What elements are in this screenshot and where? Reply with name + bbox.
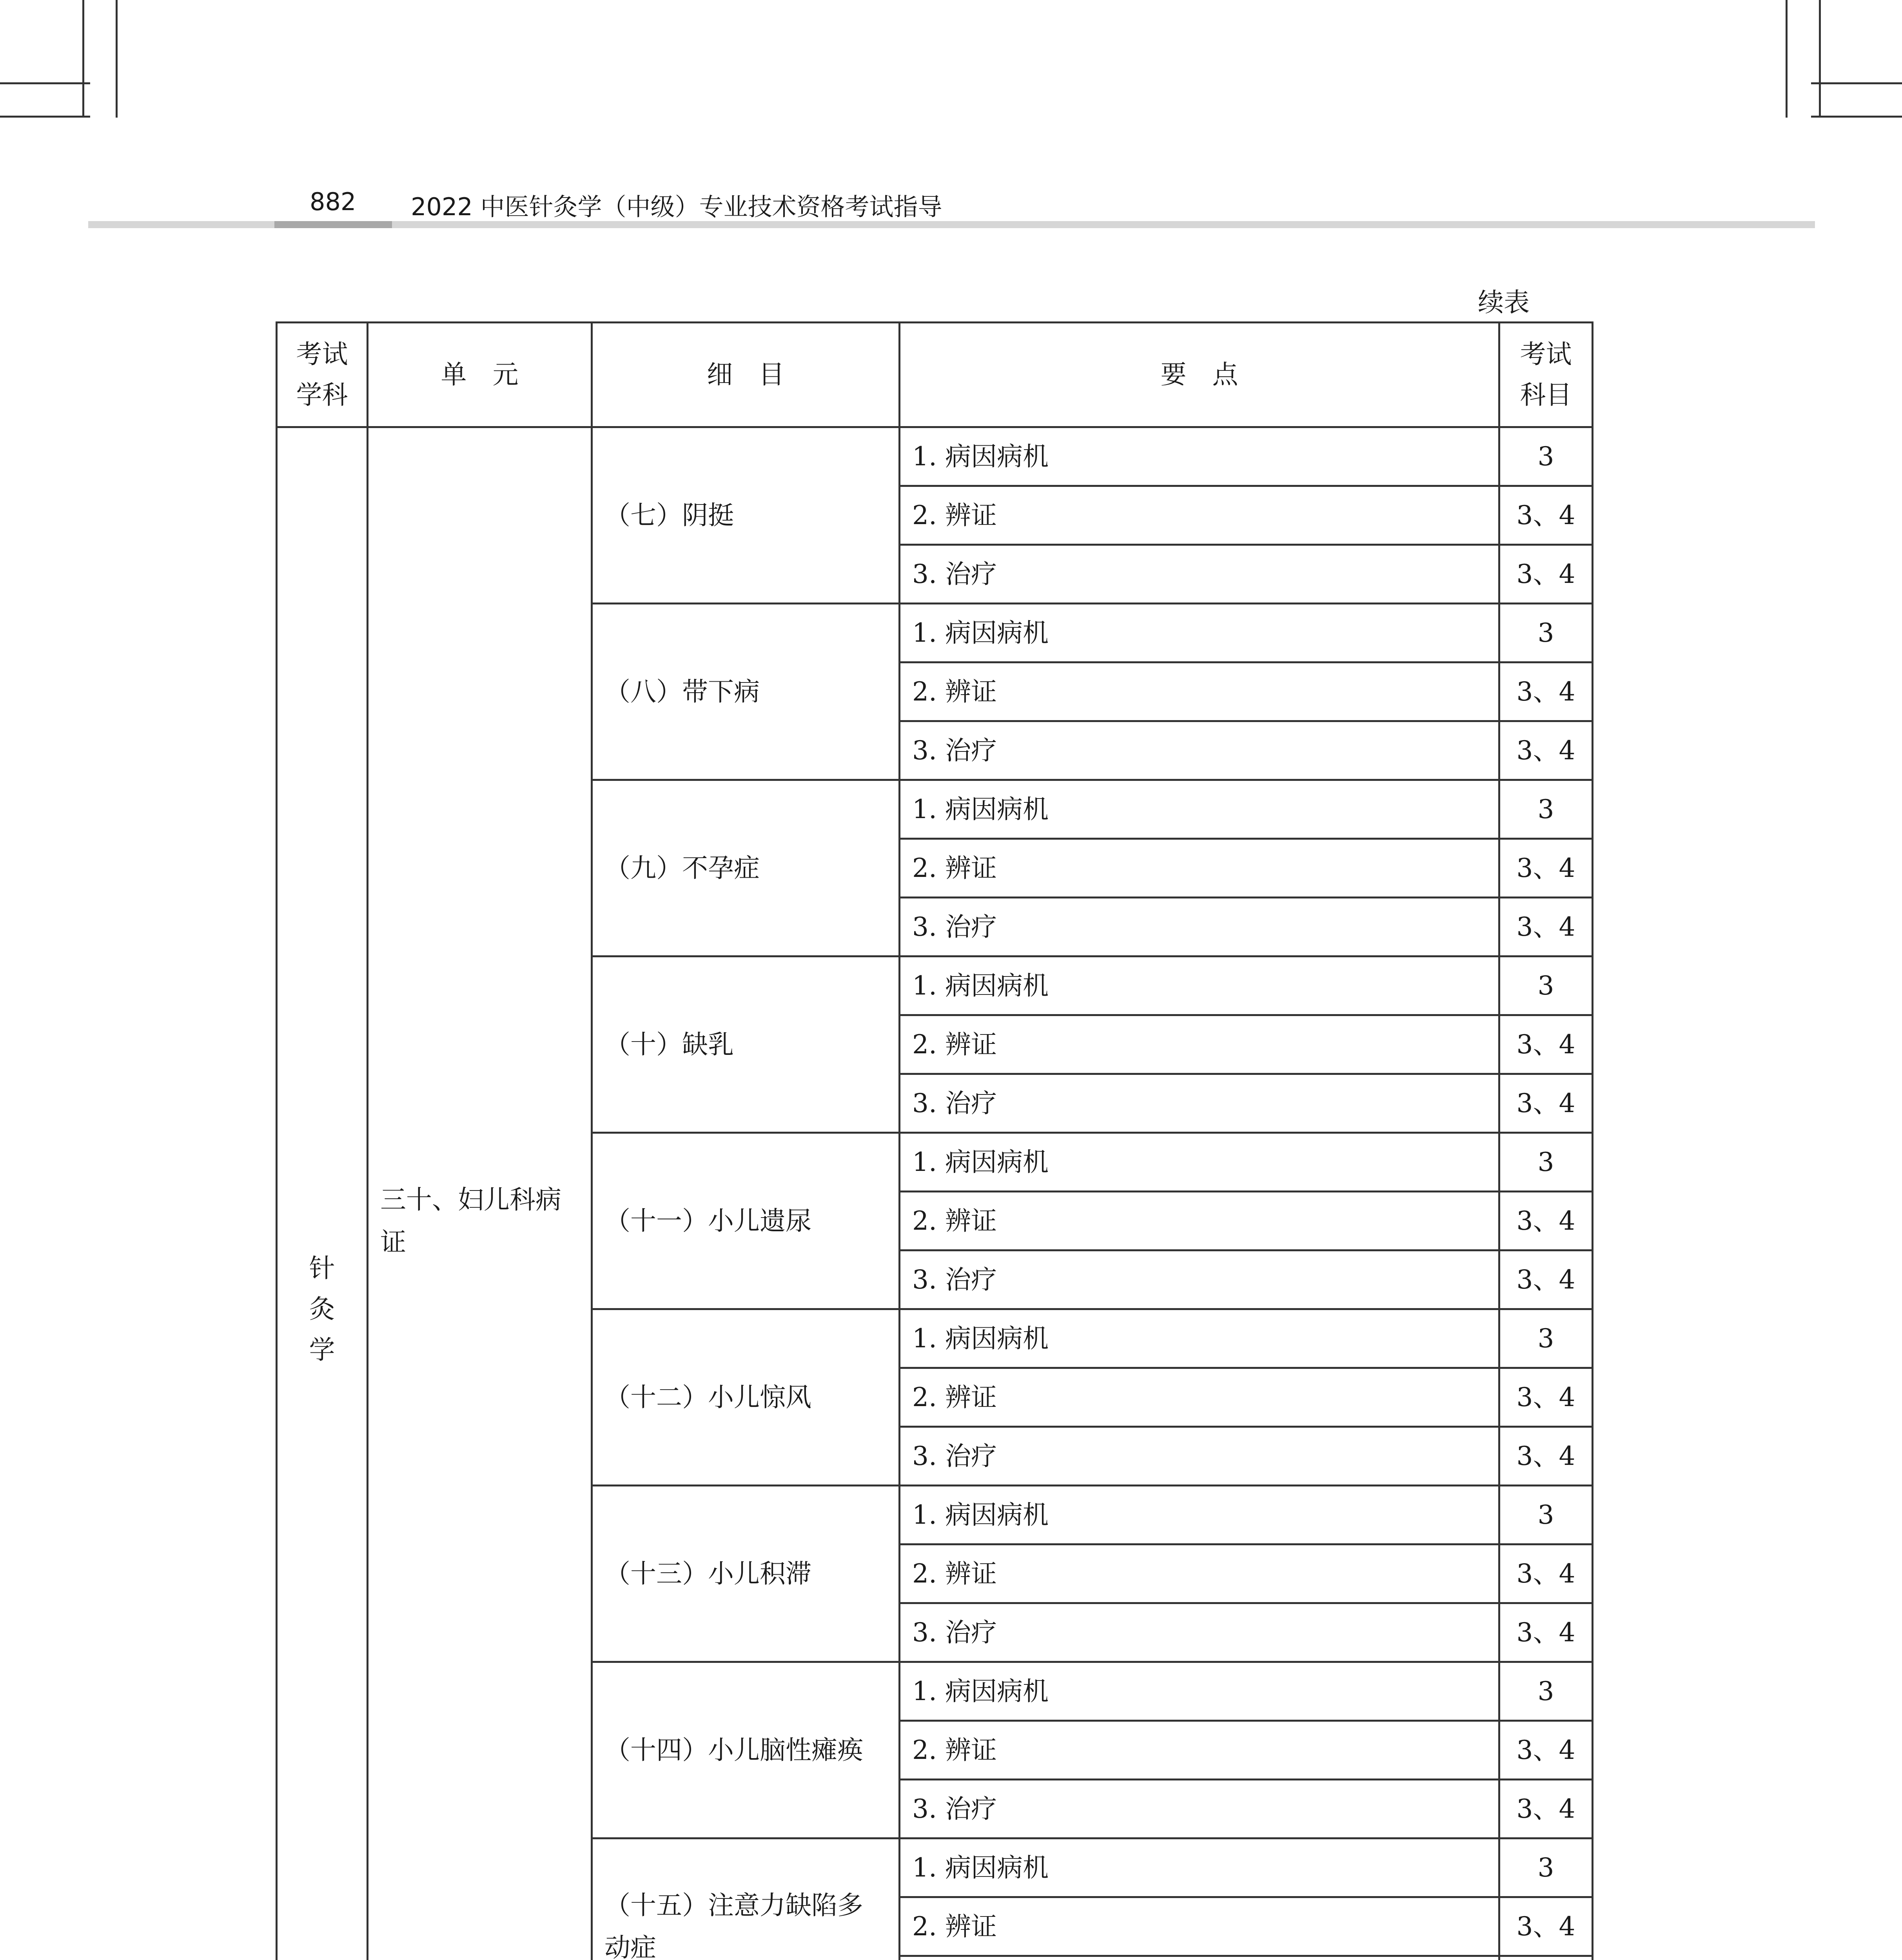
exam-subject-cell: 3、4 <box>1499 486 1593 545</box>
column-header-subject: 考试学科 <box>277 323 368 427</box>
item-cell: （十）缺乳 <box>592 956 900 1133</box>
exam-subject-cell: 3 <box>1499 1838 1593 1897</box>
point-cell: 3. 治疗 <box>900 721 1499 780</box>
page-number: 882 <box>310 187 356 216</box>
point-cell: 1. 病因病机 <box>900 1662 1499 1721</box>
point-cell: 1. 病因病机 <box>900 1838 1499 1897</box>
exam-subject-cell: 3 <box>1499 1486 1593 1544</box>
exam-subject-cell: 3、4 <box>1499 1780 1593 1838</box>
point-cell: 2. 辨证 <box>900 1015 1499 1074</box>
exam-subject-cell: 3、4 <box>1499 898 1593 956</box>
item-cell: （十三）小儿积滞 <box>592 1486 900 1662</box>
exam-subject-cell: 3、4 <box>1499 1603 1593 1662</box>
header-rule-accent <box>274 221 392 228</box>
point-cell: 1. 病因病机 <box>900 1486 1499 1544</box>
table-row <box>277 427 1593 486</box>
exam-subject-cell: 3、4 <box>1499 545 1593 604</box>
item-cell: （十四）小儿脑性瘫痪 <box>592 1662 900 1838</box>
column-header-unit: 单 元 <box>368 323 592 427</box>
point-cell: 3. 治疗 <box>900 1603 1499 1662</box>
column-header-item: 细 目 <box>592 323 900 427</box>
crop-mark <box>0 116 90 118</box>
exam-subject-cell: 3 <box>1499 1309 1593 1368</box>
item-cell: （十二）小儿惊风 <box>592 1309 900 1486</box>
item-cell: （八）带下病 <box>592 604 900 780</box>
point-cell: 2. 辨证 <box>900 839 1499 898</box>
point-cell: 2. 辨证 <box>900 662 1499 721</box>
point-cell <box>900 1956 1499 1960</box>
item-cell: （十五）注意力缺陷多动症 <box>592 1838 900 1960</box>
exam-subject-cell: 3、4 <box>1499 1192 1593 1250</box>
point-cell: 3. 治疗 <box>900 1074 1499 1133</box>
exam-subject-cell: 3 <box>1499 1133 1593 1192</box>
point-cell: 1. 病因病机 <box>900 956 1499 1015</box>
table-header-row <box>277 323 1593 427</box>
exam-subject-cell: 3 <box>1499 956 1593 1015</box>
point-cell: 1. 病因病机 <box>900 1309 1499 1368</box>
exam-subject-cell: 3、4 <box>1499 839 1593 898</box>
exam-subject-cell: 3 <box>1499 1662 1593 1721</box>
column-header-point: 要 点 <box>900 323 1499 427</box>
exam-subject-cell: 3、4 <box>1499 1368 1593 1427</box>
continued-label: 续表 <box>1478 287 1530 318</box>
exam-subject-cell: 3、4 <box>1499 1015 1593 1074</box>
point-cell: 3. 治疗 <box>900 545 1499 604</box>
point-cell: 1. 病因病机 <box>900 1133 1499 1192</box>
point-cell: 1. 病因病机 <box>900 604 1499 662</box>
point-cell: 2. 辨证 <box>900 1544 1499 1603</box>
point-cell: 3. 治疗 <box>900 898 1499 956</box>
exam-subject-cell: 3、4 <box>1499 1721 1593 1780</box>
crop-mark <box>1811 82 1902 84</box>
crop-mark <box>116 0 118 118</box>
book-title: 2022 中医针灸学（中级）专业技术资格考试指导 <box>411 192 942 221</box>
syllabus-table <box>276 321 1593 1960</box>
exam-subject-cell: 3、4 <box>1499 721 1593 780</box>
column-header-exam: 考试科目 <box>1499 323 1593 427</box>
item-cell: （九）不孕症 <box>592 780 900 956</box>
item-cell: （十一）小儿遗尿 <box>592 1133 900 1309</box>
item-cell: （七）阴挺 <box>592 427 900 604</box>
exam-subject-cell: 3 <box>1499 604 1593 662</box>
point-cell: 1. 病因病机 <box>900 427 1499 486</box>
exam-subject-cell: 3、4 <box>1499 1427 1593 1486</box>
crop-mark <box>1819 0 1821 118</box>
exam-subject-cell <box>1499 1956 1593 1960</box>
exam-subject-cell: 3、4 <box>1499 1074 1593 1133</box>
point-cell: 2. 辨证 <box>900 1721 1499 1780</box>
crop-mark <box>0 82 90 84</box>
point-cell: 3. 治疗 <box>900 1780 1499 1838</box>
crop-mark <box>82 0 84 118</box>
point-cell: 2. 辨证 <box>900 1368 1499 1427</box>
subject-cell: 针灸学 <box>277 427 368 1960</box>
exam-subject-cell: 3、4 <box>1499 1250 1593 1309</box>
exam-subject-cell: 3、4 <box>1499 662 1593 721</box>
crop-mark <box>1786 0 1788 118</box>
exam-subject-cell: 3 <box>1499 427 1593 486</box>
point-cell: 1. 病因病机 <box>900 780 1499 839</box>
point-cell: 2. 辨证 <box>900 1897 1499 1956</box>
exam-subject-cell: 3、4 <box>1499 1897 1593 1956</box>
unit-cell: 三十、妇儿科病证 <box>368 427 592 1960</box>
point-cell: 2. 辨证 <box>900 1192 1499 1250</box>
point-cell: 3. 治疗 <box>900 1427 1499 1486</box>
point-cell: 3. 治疗 <box>900 1250 1499 1309</box>
point-cell: 2. 辨证 <box>900 486 1499 545</box>
crop-mark <box>1811 116 1902 118</box>
exam-subject-cell: 3、4 <box>1499 1544 1593 1603</box>
exam-subject-cell: 3 <box>1499 780 1593 839</box>
